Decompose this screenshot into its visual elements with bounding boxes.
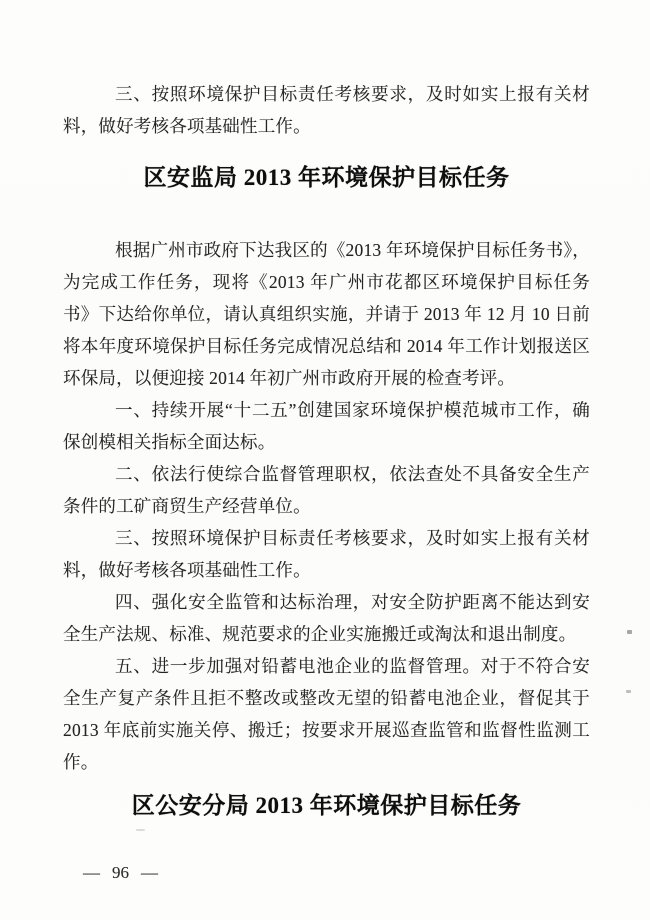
section-title-anjianju: 区安监局 2013 年环境保护目标任务 (143, 165, 510, 190)
body-paragraph-item-3: 三、按照环境保护目标责任考核要求，及时如实上报有关材料，做好考核各项基础性工作。 (63, 528, 590, 580)
page-number-value: 96 (112, 863, 129, 882)
section-title-gonganfenju: 区公安分局 2013 年环境保护目标任务 (131, 793, 522, 818)
body-paragraph-item-2: 二、依法行使综合监督管理职权，依法查处不具备安全生产条件的工矿商贸生产经营单位。 (63, 464, 590, 516)
body-paragraph-item-1: 一、持续开展“十二五”创建国家环境保护模范城市工作，确保创模相关指标全面达标。 (63, 400, 590, 452)
scan-artifact (627, 630, 632, 634)
page-number-right-dash: — (141, 863, 158, 882)
document-content (63, 78, 590, 826)
page-number-left-dash: — (83, 863, 100, 882)
scan-artifact (626, 690, 631, 693)
body-paragraph-item-4: 四、强化安全监管和达标治理，对安全防护距离不能达到安全生产法规、标准、规范要求的企业实施搬迁或淘汰和退出制度。 (63, 592, 590, 644)
body-paragraph-intro: 根据广州市政府下达我区的《2013 年环境保护目标任务书》，为完成工作任务，现将《2013 年广州市花都区环境保护目标任务书》下达给你单位，请认真组织实施，并请于 2013 年 12 月 10 日前将本年度环境保护目标任务完成情况总结和 2014 年工作计划报送区环保局，以便迎接 2014 年初广州市政府开展的检查考评。 (63, 240, 590, 388)
page-number (83, 862, 158, 884)
body-paragraph-item-5: 五、进一步加强对铅蓄电池企业的监督管理。对于不符合安全生产复产条件且拒不整改或整改无望的铅蓄电池企业，督促其于 2013 年底前实施关停、搬迁；按要求开展巡查监管和监督性监测工作。 (63, 656, 590, 772)
leading-paragraph: 三、按照环境保护目标责任考核要求，及时如实上报有关材料，做好考核各项基础性工作。 (63, 84, 590, 136)
scan-artifact (136, 829, 145, 831)
